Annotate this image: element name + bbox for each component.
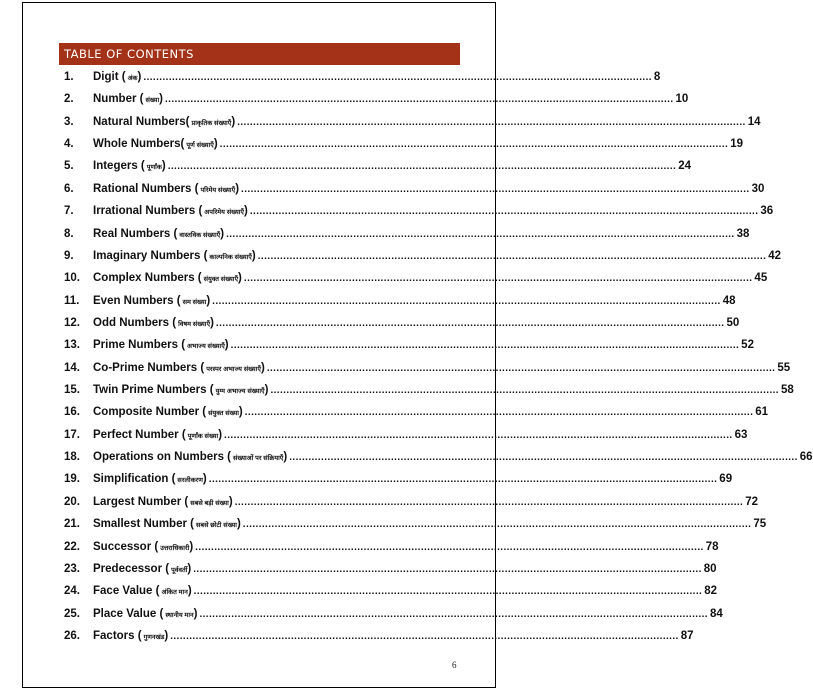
toc-entry-hindi-term: परिमेय संख्याएँ <box>200 186 236 194</box>
toc-entry-page: 48 <box>722 294 736 307</box>
toc-entry-title-text: Place Value ( <box>93 607 164 620</box>
toc-entry-leader: ................................................................................................................................................................ <box>193 586 703 598</box>
toc-entry-title-close: ) <box>224 339 229 352</box>
toc-entry-leader: ................................................................................................................................................................ <box>244 407 754 419</box>
toc-entry-leader: ................................................................................................................................................................ <box>212 295 721 307</box>
toc-entry[interactable] <box>64 494 759 516</box>
toc-entry-title-text: Integers ( <box>93 160 145 173</box>
toc-entry-hindi-term: स्थानीय मान <box>165 611 194 619</box>
toc-entry-number: 19. <box>64 473 80 486</box>
toc-entry-hindi-term: सम संख्या <box>182 298 207 306</box>
toc-entry-hindi-term: परस्पर अभाज्य संख्याएँ <box>206 365 261 373</box>
toc-entry-page: 50 <box>726 316 740 329</box>
toc-entry-title-close: ) <box>260 361 265 374</box>
toc-entry[interactable] <box>64 226 750 248</box>
toc-entry-leader: ................................................................................................................................................................ <box>241 183 750 195</box>
toc-entry-page: 14 <box>747 115 761 128</box>
toc-entry-title-text: Smallest Number ( <box>93 518 194 531</box>
toc-entry-number: 16. <box>64 406 80 419</box>
toc-entry-number: 14. <box>64 361 80 374</box>
toc-entry-leader: ................................................................................................................................................................ <box>164 94 674 106</box>
toc-list <box>64 69 813 650</box>
toc-entry-leader: ................................................................................................................................................................ <box>270 385 779 397</box>
toc-entry-page: 78 <box>705 540 719 553</box>
toc-entry-number: 21. <box>64 518 80 531</box>
toc-entry-number: 15. <box>64 384 80 397</box>
toc-entry-page: 72 <box>745 495 759 508</box>
toc-entry[interactable] <box>64 583 717 605</box>
toc-entry-number: 6. <box>64 182 74 195</box>
toc-entry[interactable] <box>64 91 689 113</box>
toc-entry-title <box>93 183 239 195</box>
toc-entry-title-text: Twin Prime Numbers ( <box>93 384 214 397</box>
page-number: 6 <box>452 660 457 670</box>
toc-entry-title-text: Irrational Numbers ( <box>93 205 203 218</box>
toc-entry-title <box>93 406 243 418</box>
toc-entry-title-close: ) <box>161 160 166 173</box>
toc-entry-title-close: ) <box>231 115 236 128</box>
toc-entry-leader: ................................................................................................................................................................ <box>266 362 776 374</box>
toc-entry-title-close: ) <box>251 249 256 262</box>
toc-entry-title-close: ) <box>238 272 242 285</box>
toc-entry[interactable] <box>64 248 782 270</box>
toc-entry-page: 69 <box>719 473 733 486</box>
toc-entry-title-text: Predecessor ( <box>93 562 170 575</box>
toc-entry-title-text: Face Value ( <box>93 585 160 598</box>
toc-entry-title <box>93 317 214 329</box>
toc-entry-number: 25. <box>64 607 80 620</box>
toc-entry[interactable] <box>64 404 769 426</box>
toc-entry-page: 84 <box>709 607 723 620</box>
toc-entry-title <box>93 138 218 150</box>
toc-entry[interactable] <box>64 628 694 650</box>
toc-entry-title-text: Co-Prime Numbers ( <box>93 361 205 374</box>
toc-entry-title-close: ) <box>235 182 240 195</box>
toc-entry-title-text: Digit ( <box>93 71 126 83</box>
toc-entry-title-close: ) <box>187 585 192 598</box>
toc-entry-number: 3. <box>64 115 74 128</box>
toc-entry-number: 18. <box>64 451 80 464</box>
toc-entry-leader: ................................................................................................................................................................ <box>219 139 729 151</box>
toc-entry-title-text: Composite Number ( <box>93 406 207 419</box>
toc-entry-hindi-term: सबसे छोटी संख्या <box>195 522 237 530</box>
toc-entry-title <box>93 116 235 128</box>
toc-entry-page: 63 <box>734 428 748 441</box>
toc-entry-hindi-term: संयुक्त संख्या <box>208 410 239 418</box>
toc-entry-page: 52 <box>741 339 754 352</box>
toc-entry-leader: ................................................................................................................................................................ <box>167 161 677 173</box>
toc-entry-page: 38 <box>736 227 750 240</box>
toc-entry[interactable] <box>64 136 743 158</box>
toc-entry-page: 58 <box>780 384 794 397</box>
toc-entry[interactable] <box>64 360 791 382</box>
toc-entry-title <box>93 496 233 508</box>
toc-entry-title <box>93 295 210 307</box>
toc-entry-number: 22. <box>64 540 80 553</box>
toc-entry-page: 45 <box>754 272 768 285</box>
toc-entry[interactable] <box>64 158 692 180</box>
toc-entry-page: 24 <box>678 160 692 173</box>
toc-entry[interactable] <box>64 449 813 471</box>
toc-entry[interactable] <box>64 606 723 628</box>
toc-entry-title-text: Odd Numbers ( <box>93 316 177 329</box>
toc-entry-page: 55 <box>777 361 791 374</box>
toc-entry-number: 23. <box>64 562 80 575</box>
toc-entry-number: 8. <box>64 227 74 240</box>
toc-entry-title-text: Whole Numbers( <box>93 138 185 151</box>
toc-entry-hindi-term: संख्याओं पर संक्रियाएँ <box>233 455 284 463</box>
toc-entry-leader: ................................................................................................................................................................ <box>257 250 767 262</box>
toc-entry-title <box>93 384 268 396</box>
toc-entry[interactable] <box>64 203 774 225</box>
toc-entry-title-text: Factors ( <box>93 629 142 642</box>
toc-entry-number: 4. <box>64 138 74 151</box>
toc-entry-hindi-term: अभाज्य संख्याएँ <box>187 343 225 351</box>
toc-entry-title <box>93 630 168 642</box>
toc-entry-title-close: ) <box>137 71 142 83</box>
toc-entry-title-close: ) <box>193 607 198 620</box>
toc-entry-title-close: ) <box>187 562 192 575</box>
toc-entry-hindi-term: गुणनखंड <box>143 633 165 641</box>
toc-entry-number: 1. <box>64 71 74 83</box>
toc-entry-hindi-term: अंकित मान <box>161 589 188 597</box>
toc-entry-title <box>93 160 166 172</box>
toc-entry-page: 66 <box>799 451 813 464</box>
toc-entry-hindi-term: पूर्णांक संख्या <box>187 432 219 440</box>
toc-entry-number: 12. <box>64 316 80 329</box>
toc-entry-page: 10 <box>675 93 689 106</box>
toc-entry-leader: ................................................................................................................................................................ <box>230 340 740 352</box>
toc-entry[interactable] <box>64 293 736 315</box>
toc-entry-hindi-term: सबसे बड़ी संख्या <box>190 499 229 507</box>
toc-entry-page: 30 <box>751 182 765 195</box>
toc-entry-title <box>93 608 197 620</box>
toc-entry-title <box>93 429 222 441</box>
toc-entry-number: 17. <box>64 428 80 441</box>
toc-entry-title-text: Simplification ( <box>93 473 176 486</box>
toc-entry-title-text: Rational Numbers ( <box>93 182 199 195</box>
toc-entry-page: 42 <box>768 249 782 262</box>
toc-entry-number: 24. <box>64 585 80 598</box>
toc-entry[interactable] <box>64 114 761 136</box>
toc-entry-leader: ................................................................................................................................................................ <box>237 116 746 128</box>
toc-entry-page: 36 <box>760 205 774 218</box>
toc-entry-page: 80 <box>703 562 717 575</box>
toc-entry-hindi-term: सरलीकरण <box>177 477 203 485</box>
toc-entry-title <box>93 93 163 105</box>
toc-entry-title-close: ) <box>189 540 194 553</box>
toc-entry[interactable] <box>64 427 748 449</box>
toc-entry-title <box>93 473 207 485</box>
toc-entry[interactable] <box>64 471 733 493</box>
toc-entry-hindi-term: प्राकृतिक संख्याएँ <box>191 119 232 127</box>
toc-entry-title-close: ) <box>228 495 233 508</box>
toc-entry-hindi-term: पूर्ण संख्याएँ <box>186 142 214 150</box>
toc-entry-leader: ................................................................................................................................................................ <box>170 630 679 642</box>
toc-entry-title-close: ) <box>236 518 241 531</box>
toc-entry-title-close: ) <box>213 138 218 151</box>
toc-entry-title-close: ) <box>202 473 207 486</box>
toc-entry-title-close: ) <box>220 227 225 240</box>
toc-entry-number: 7. <box>64 205 74 218</box>
toc-heading: TABLE OF CONTENTS <box>59 43 460 65</box>
toc-entry-leader: ................................................................................................................................................................ <box>195 541 704 553</box>
toc-entry[interactable] <box>64 382 794 404</box>
toc-entry-page: 75 <box>753 518 767 531</box>
toc-entry-leader: ................................................................................................................................................................ <box>226 228 735 240</box>
toc-entry-number: 13. <box>64 339 80 352</box>
toc-entry-leader: ................................................................................................................................................................ <box>199 608 708 620</box>
toc-entry-title-text: Prime Numbers ( <box>93 339 186 352</box>
toc-entry-hindi-term: अपरिमेय संख्याएँ <box>204 209 244 217</box>
toc-entry-page: 8 <box>653 71 661 83</box>
toc-entry-number: 20. <box>64 495 80 508</box>
toc-entry-hindi-term: युग्म अभाज्य संख्याएँ <box>215 388 265 396</box>
toc-entry-title-close: ) <box>283 451 288 464</box>
toc-entry-title <box>93 272 242 284</box>
toc-entry-hindi-term: संयुक्त संख्याएँ <box>203 276 239 284</box>
toc-entry[interactable] <box>64 561 717 583</box>
toc-entry-number: 10. <box>64 272 80 285</box>
toc-entry-title-close: ) <box>159 93 163 106</box>
toc-entry-leader: ................................................................................................................................................................ <box>193 563 702 575</box>
toc-entry-hindi-term: संख्या <box>145 97 160 105</box>
toc-entry-title-close: ) <box>264 384 269 397</box>
toc-entry-leader: ................................................................................................................................................................ <box>243 273 753 285</box>
toc-entry-page: 82 <box>704 585 717 598</box>
toc-entry-title-text: Even Numbers ( <box>93 294 181 307</box>
toc-entry-title <box>93 228 224 240</box>
toc-entry-title-close: ) <box>210 316 214 329</box>
toc-entry-title-text: Real Numbers ( <box>93 227 178 240</box>
toc-entry-leader: ................................................................................................................................................................ <box>242 519 752 531</box>
toc-entry-leader: ................................................................................................................................................................ <box>215 317 725 329</box>
toc-entry-title-close: ) <box>206 294 211 307</box>
toc-entry-title <box>93 518 241 530</box>
toc-entry-title-text: Number ( <box>93 93 144 106</box>
toc-entry-number: 9. <box>64 249 74 262</box>
toc-entry-number: 26. <box>64 629 80 642</box>
toc-entry-leader: ................................................................................................................................................................ <box>143 72 652 83</box>
toc-entry-title-text: Complex Numbers ( <box>93 272 202 285</box>
toc-entry-title-close: ) <box>218 428 223 441</box>
toc-entry-hindi-term: अंक <box>127 75 138 82</box>
toc-entry[interactable] <box>64 69 661 91</box>
toc-entry-leader: ................................................................................................................................................................ <box>249 206 759 218</box>
toc-entry-title <box>93 250 256 262</box>
toc-entry-title <box>93 362 265 374</box>
toc-entry-leader: ................................................................................................................................................................ <box>234 496 744 508</box>
toc-entry-hindi-term: वास्तविक संख्याएँ <box>179 231 221 239</box>
toc-entry-title-text: Operations on Numbers ( <box>93 451 232 464</box>
toc-entry-hindi-term: पूर्णांक <box>146 164 162 172</box>
toc-entry-title-close: ) <box>238 406 243 419</box>
toc-entry-number: 2. <box>64 93 74 106</box>
toc-entry-hindi-term: विषम संख्याएँ <box>178 320 211 328</box>
toc-entry[interactable] <box>64 315 740 337</box>
toc-entry[interactable] <box>64 539 719 561</box>
toc-entry-title-close: ) <box>244 205 248 218</box>
toc-entry-title <box>93 339 229 351</box>
toc-entry-title <box>93 541 193 553</box>
toc-entry-title <box>93 585 192 597</box>
toc-entry-title <box>93 563 191 575</box>
toc-entry[interactable] <box>64 270 768 292</box>
toc-entry-page: 19 <box>730 138 743 151</box>
toc-entry-leader: ................................................................................................................................................................ <box>208 474 718 486</box>
toc-entry[interactable] <box>64 337 754 359</box>
toc-entry[interactable] <box>64 181 765 203</box>
toc-entry-title-close: ) <box>164 629 169 642</box>
toc-entry-page: 61 <box>755 406 769 419</box>
toc-entry-title-text: Imaginary Numbers ( <box>93 249 208 262</box>
toc-entry-number: 11. <box>64 294 80 307</box>
toc-entry-title-text: Natural Numbers( <box>93 115 190 128</box>
toc-entry-hindi-term: पूर्ववर्ती <box>171 566 188 574</box>
toc-entry-title-text: Successor ( <box>93 540 159 553</box>
toc-entry-number: 5. <box>64 160 74 173</box>
toc-entry-title <box>93 451 287 463</box>
toc-entry-hindi-term: उत्तराधिकारी <box>160 544 190 552</box>
toc-entry-title <box>93 205 248 217</box>
toc-entry-page: 87 <box>680 629 694 642</box>
toc-entry-title <box>93 71 141 83</box>
toc-entry-leader: ................................................................................................................................................................ <box>289 452 798 464</box>
toc-entry-leader: ................................................................................................................................................................ <box>224 429 733 441</box>
toc-entry[interactable] <box>64 516 767 538</box>
toc-entry-title-text: Largest Number ( <box>93 495 189 508</box>
toc-entry-title-text: Perfect Number ( <box>93 428 186 441</box>
toc-entry-hindi-term: काल्पनिक संख्याएँ <box>209 253 252 261</box>
